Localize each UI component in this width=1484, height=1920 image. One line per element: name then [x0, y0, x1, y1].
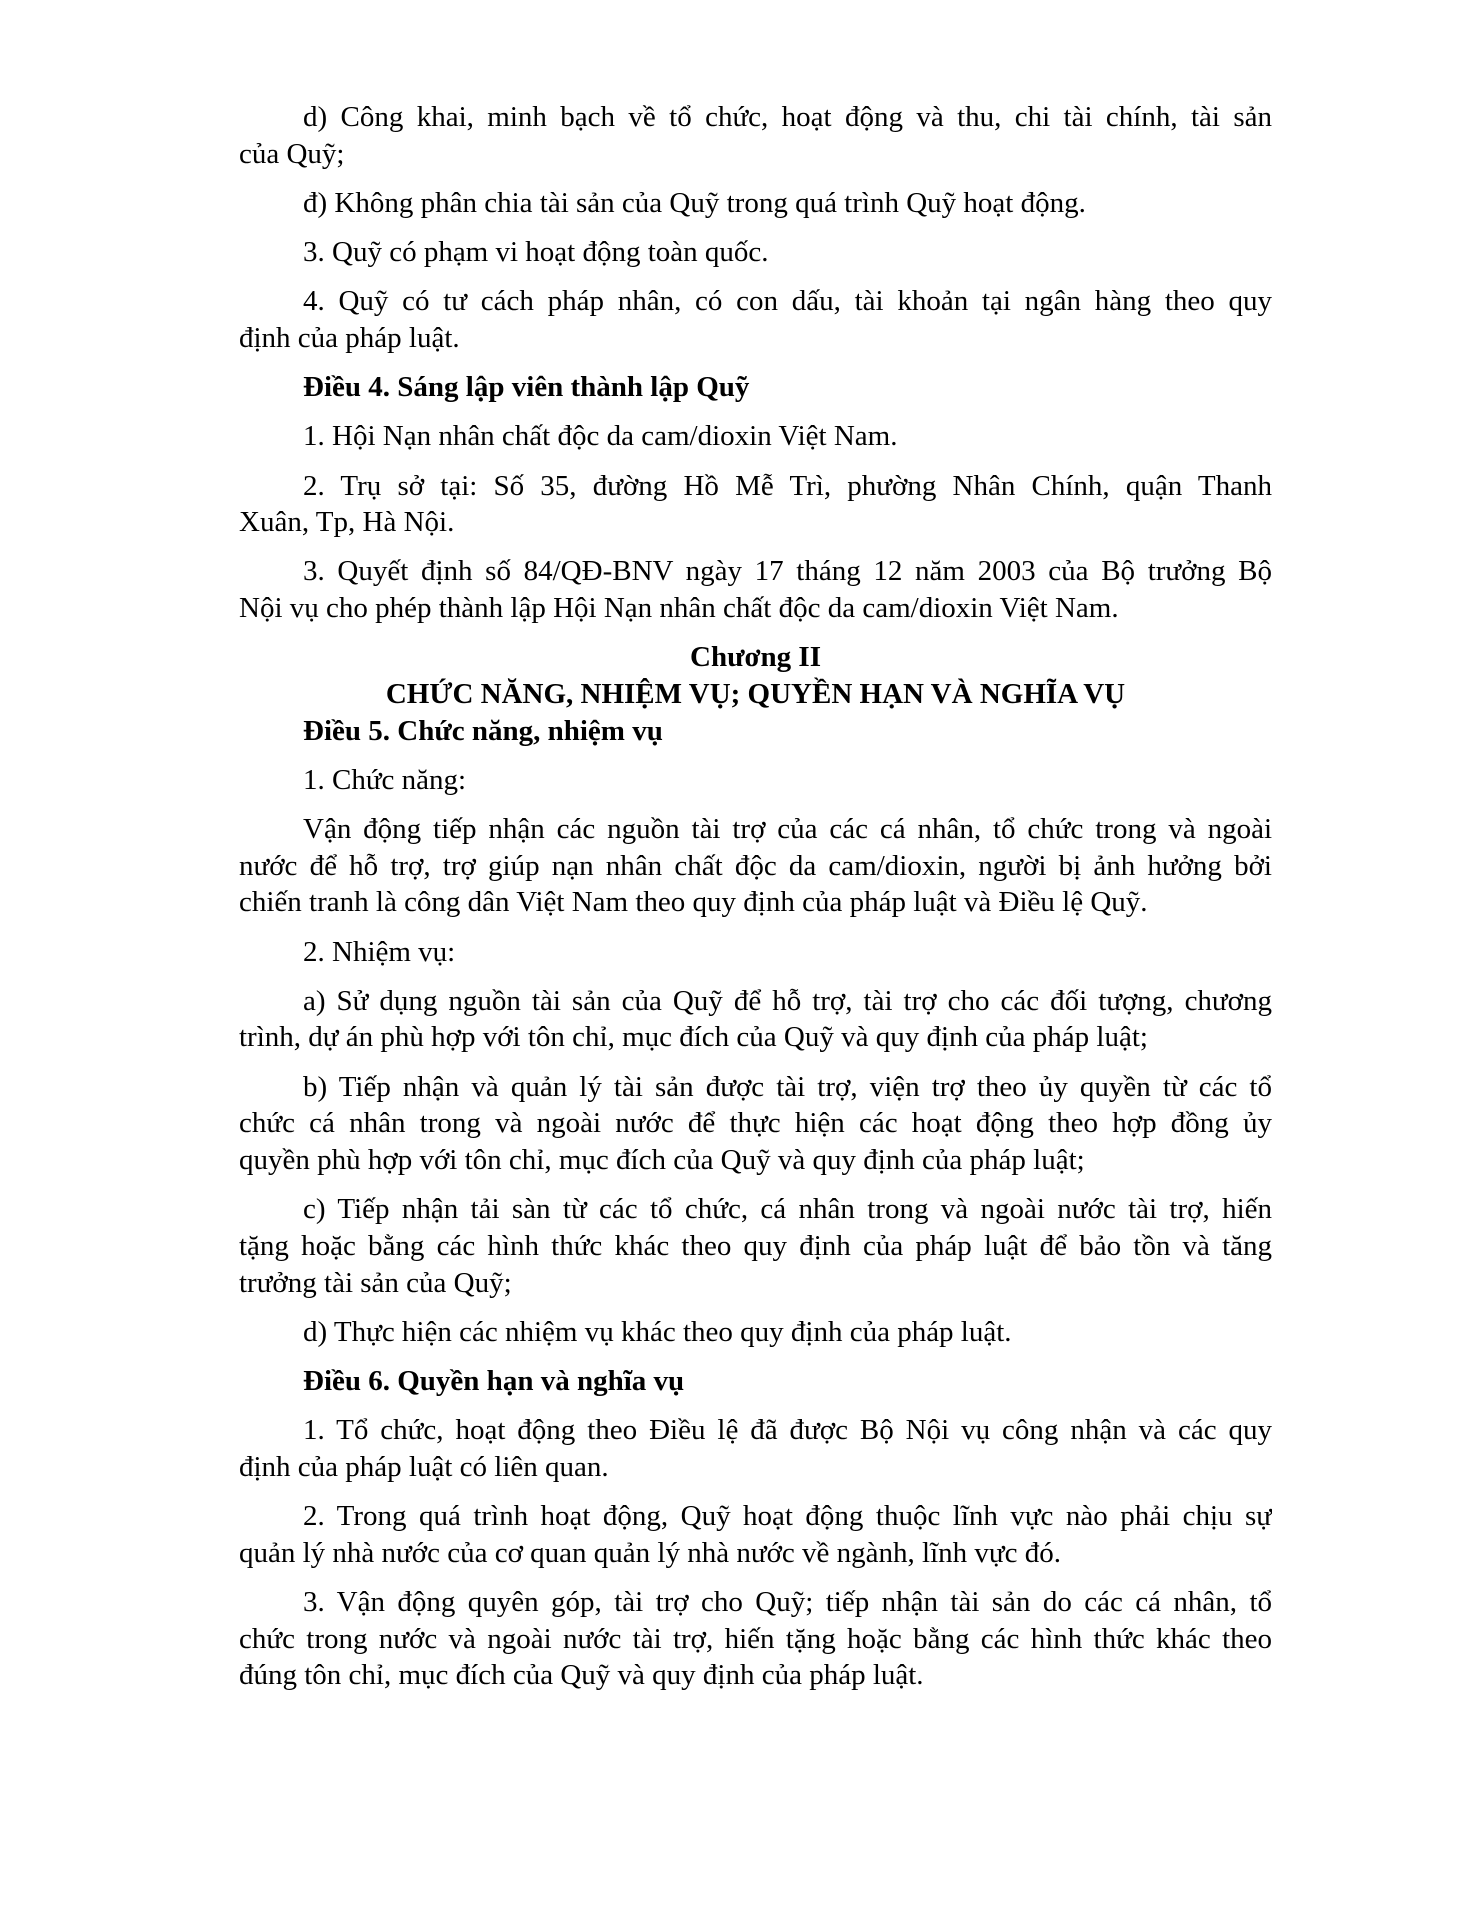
text-line: trình, dự án phù hợp với tôn chỉ, mục đích của Quỹ và quy định của pháp luật;: [239, 1021, 1148, 1054]
text-line: 1. Chức năng:: [303, 763, 467, 796]
paragraph: [239, 1498, 1272, 1571]
paragraph: [239, 468, 1272, 541]
text-line: Nội vụ cho phép thành lập Hội Nạn nhân chất độc da cam/dioxin Việt Nam.: [239, 592, 1119, 625]
text-line: d) Công khai, minh bạch về tổ chức, hoạt động và thu, chi tài chính, tài sản: [303, 101, 1272, 133]
text-line: chiến tranh là công dân Việt Nam theo quy định của pháp luật và Điều lệ Quỹ.: [239, 886, 1148, 919]
article-heading-block: [239, 713, 1272, 750]
paragraph: [239, 418, 1272, 455]
paragraph: [239, 811, 1272, 921]
text-line: trưởng tài sản của Quỹ;: [239, 1266, 512, 1299]
text-line: Xuân, Tp, Hà Nội.: [239, 506, 455, 539]
text-line: Vận động tiếp nhận các nguồn tài trợ của các cá nhân, tổ chức trong và ngoài: [303, 813, 1272, 845]
paragraph: [239, 283, 1272, 356]
paragraph: [239, 553, 1272, 626]
text-line: chức cá nhân trong và ngoài nước để thực hiện các hoạt động theo hợp đồng ủy: [239, 1107, 1272, 1140]
document-page: [239, 99, 1272, 1694]
chapter-title: CHỨC NĂNG, NHIỆM VỤ; QUYỀN HẠN VÀ NGHĨA VỤ: [385, 677, 1126, 710]
text-line: nước để hỗ trợ, trợ giúp nạn nhân chất độc da cam/dioxin, người bị ảnh hưởng bởi: [239, 849, 1272, 882]
chapter-number: Chương II: [690, 641, 821, 674]
text-line: tặng hoặc bằng các hình thức khác theo quy định của pháp luật để bảo tồn và tăng: [239, 1229, 1272, 1262]
paragraph: [239, 1191, 1272, 1301]
text-line: của Quỹ;: [239, 137, 345, 170]
paragraph: [239, 934, 1272, 971]
text-line: quyền phù hợp với tôn chỉ, mục đích của Quỹ và quy định của pháp luật;: [239, 1144, 1085, 1176]
text-line: định của pháp luật có liên quan.: [239, 1450, 609, 1483]
paragraph: [239, 762, 1272, 799]
text-line: d) Thực hiện các nhiệm vụ khác theo quy định của pháp luật.: [303, 1315, 1012, 1348]
text-line: đ) Không phân chia tài sản của Quỹ trong quá trình Quỹ hoạt động.: [303, 186, 1086, 219]
chapter-heading-block: [239, 639, 1272, 676]
paragraph: [239, 99, 1272, 172]
paragraph: [239, 1069, 1272, 1179]
article-heading-block: [239, 369, 1272, 406]
text-line: c) Tiếp nhận tải sàn từ các tổ chức, cá nhân trong và ngoài nước tài trợ, hiến: [303, 1193, 1272, 1226]
text-line: 1. Tổ chức, hoạt động theo Điều lệ đã được Bộ Nội vụ công nhận và các quy: [303, 1414, 1272, 1447]
text-line: định của pháp luật.: [239, 321, 460, 354]
article-heading-block: [239, 1363, 1272, 1400]
paragraph: [239, 983, 1272, 1056]
text-line: a) Sử dụng nguồn tài sản của Quỹ để hỗ trợ, tài trợ cho các đối tượng, chương: [303, 984, 1272, 1017]
text-line: chức trong nước và ngoài nước tài trợ, hiến tặng hoặc bằng các hình thức khác theo: [239, 1622, 1272, 1655]
text-line: 2. Trong quá trình hoạt động, Quỹ hoạt động thuộc lĩnh vực nào phải chịu sự: [303, 1500, 1272, 1532]
text-line: 3. Quỹ có phạm vi hoạt động toàn quốc.: [303, 236, 769, 269]
text-line: quản lý nhà nước của cơ quan quản lý nhà nước về ngành, lĩnh vực đó.: [239, 1536, 1061, 1569]
text-line: 2. Trụ sở tại: Số 35, đường Hồ Mễ Trì, phường Nhân Chính, quận Thanh: [303, 469, 1272, 502]
article-heading: Điều 4. Sáng lập viên thành lập Quỹ: [303, 371, 750, 404]
article-heading: Điều 6. Quyền hạn và nghĩa vụ: [303, 1364, 685, 1397]
paragraph: [239, 1314, 1272, 1351]
text-line: b) Tiếp nhận và quản lý tài sản được tài trợ, viện trợ theo ủy quyền từ các tổ: [303, 1070, 1272, 1103]
chapter-heading-block: [239, 676, 1272, 713]
text-line: 2. Nhiệm vụ:: [303, 935, 456, 968]
text-line: 3. Vận động quyên góp, tài trợ cho Quỹ; tiếp nhận tài sản do các cá nhân, tổ: [303, 1585, 1272, 1618]
text-line: 1. Hội Nạn nhân chất độc da cam/dioxin Việt Nam.: [303, 420, 898, 453]
text-line: 4. Quỹ có tư cách pháp nhân, có con dấu, tài khoản tại ngân hàng theo quy: [303, 285, 1272, 318]
paragraph: [239, 234, 1272, 271]
article-heading: Điều 5. Chức năng, nhiệm vụ: [303, 714, 663, 747]
paragraph: [239, 1584, 1272, 1694]
text-line: đúng tôn chỉ, mục đích của Quỹ và quy định của pháp luật.: [239, 1659, 924, 1692]
paragraph: [239, 1412, 1272, 1485]
paragraph: [239, 185, 1272, 222]
text-line: 3. Quyết định số 84/QĐ-BNV ngày 17 tháng 12 năm 2003 của Bộ trưởng Bộ: [303, 555, 1272, 588]
